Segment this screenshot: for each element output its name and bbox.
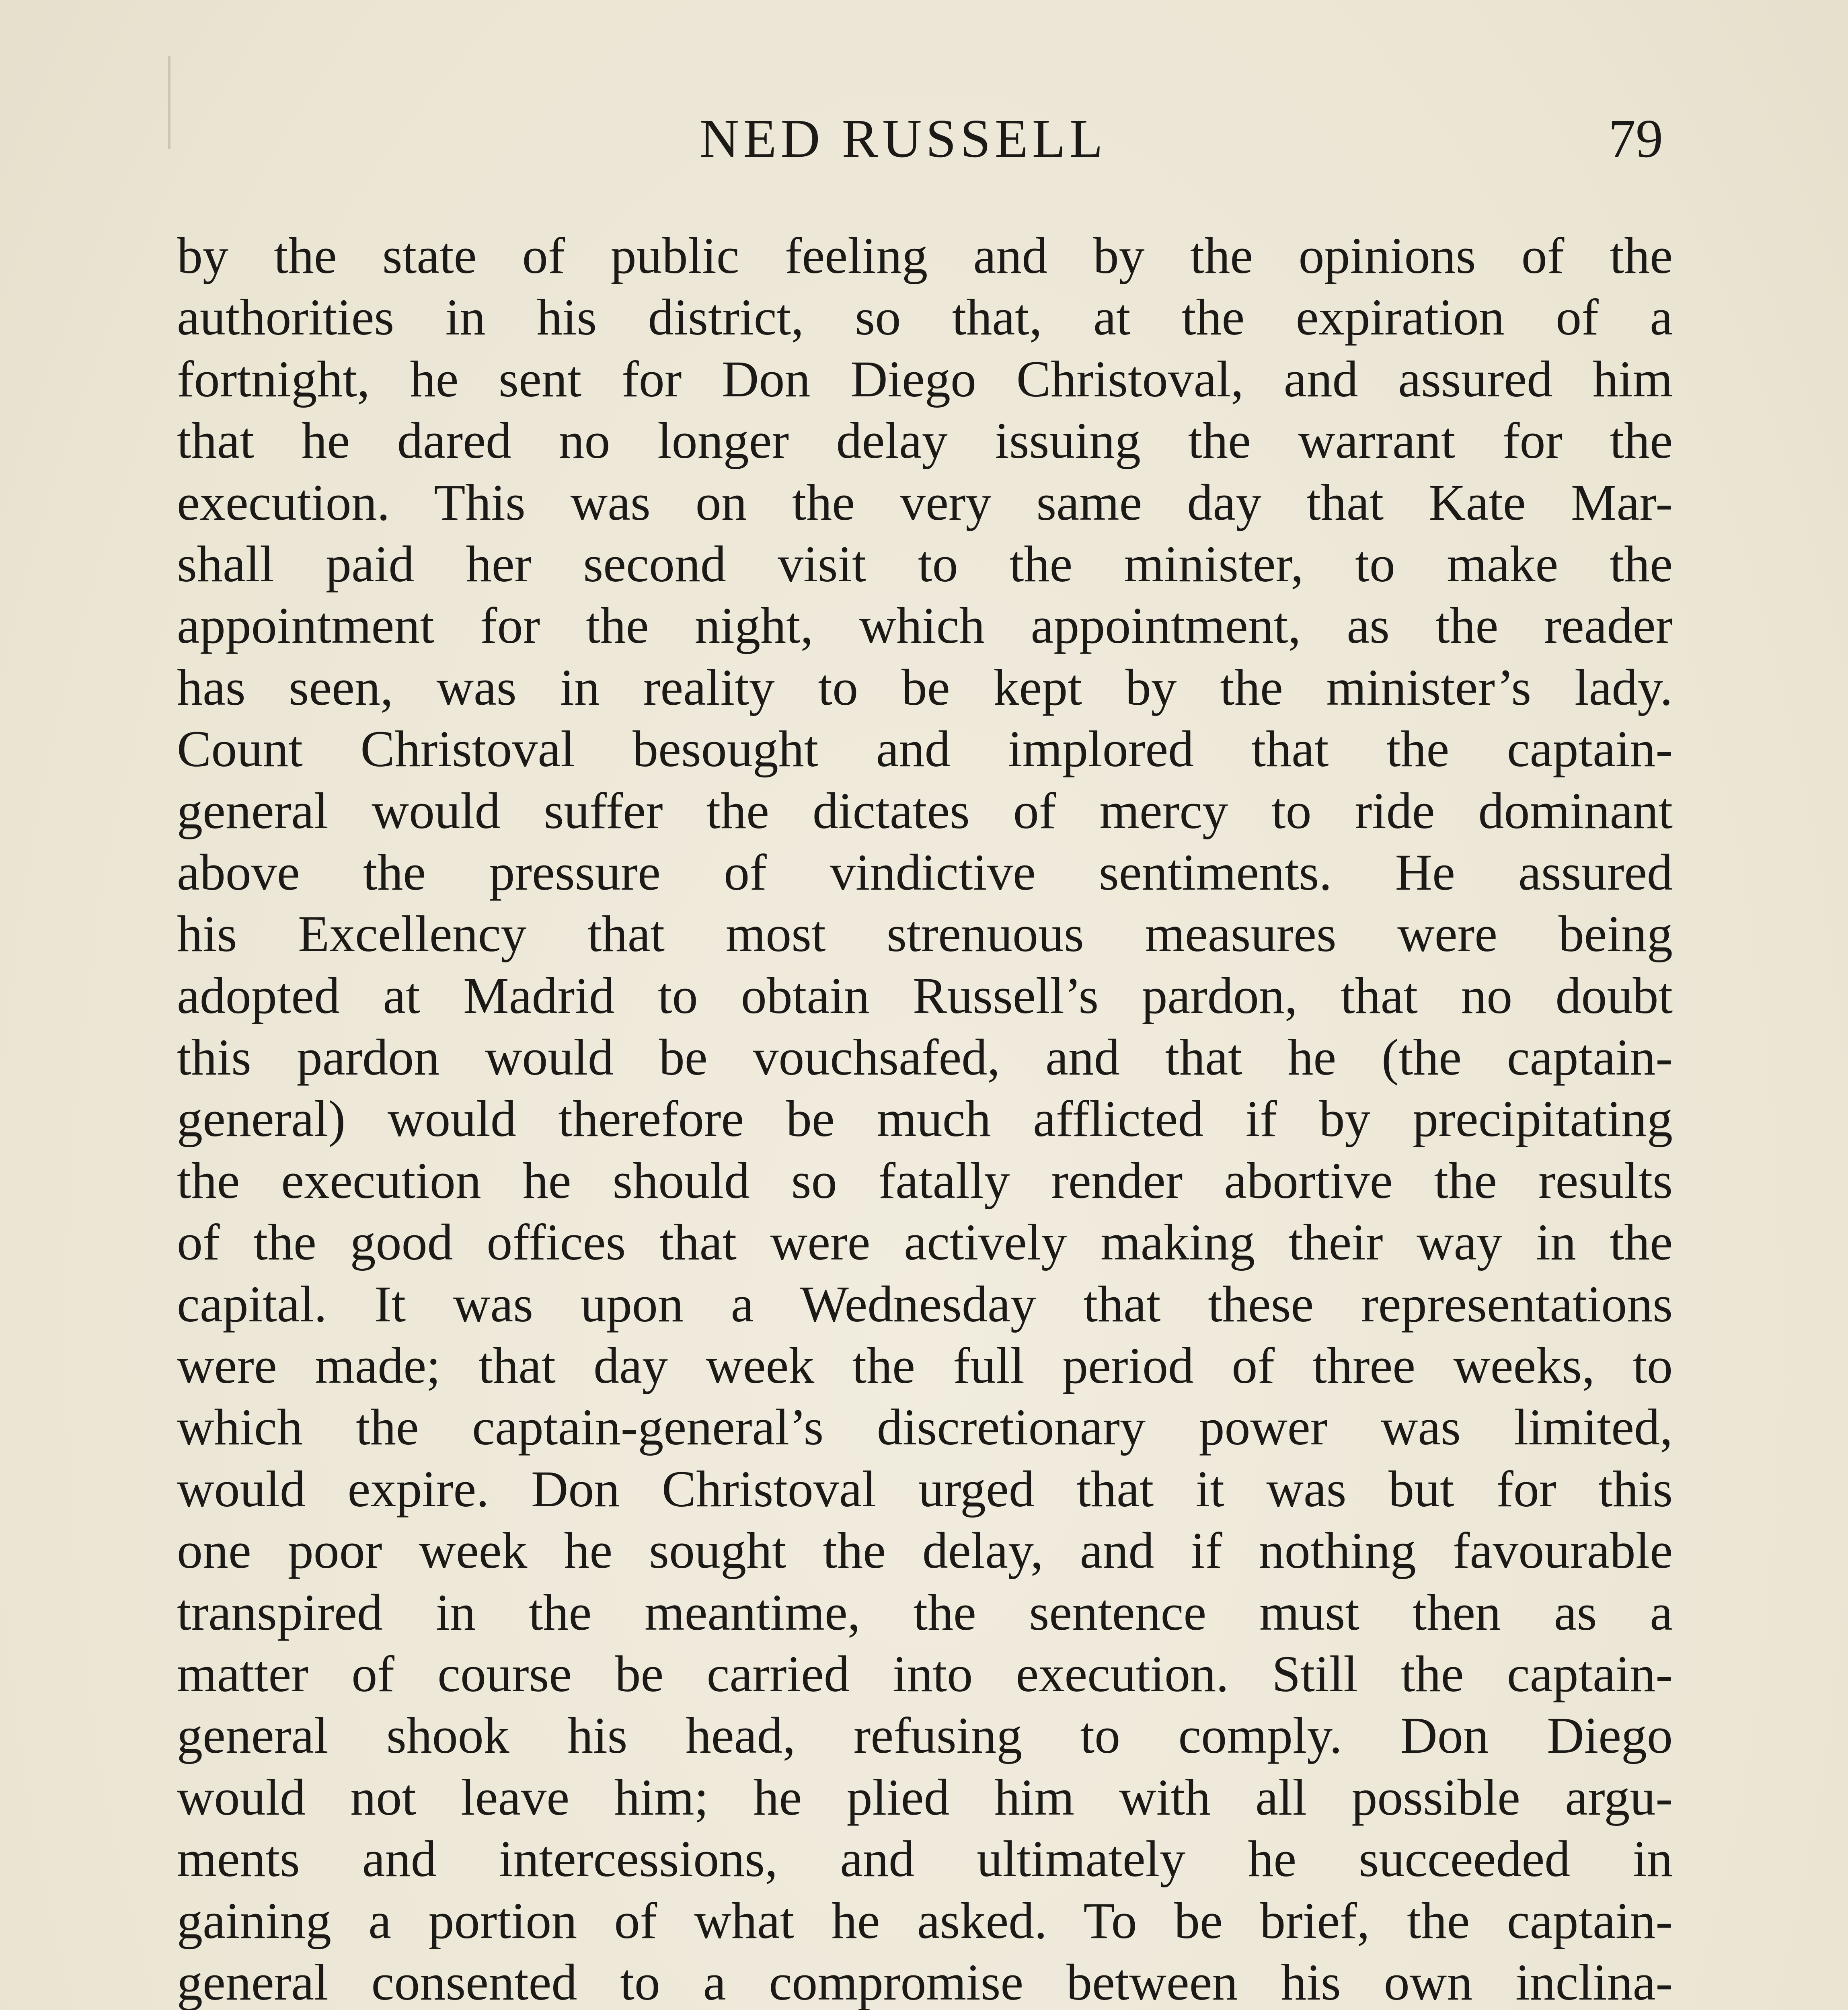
text-line: gaining a portion of what he asked. To be brief, the captain- [177, 1892, 1673, 1949]
text-line: general would suffer the dictates of mercy to ride dominant [177, 782, 1673, 839]
body-text [177, 225, 1673, 2010]
text-line: the execution he should so fatally render abortive the results [177, 1152, 1673, 1209]
text-line: authorities in his district, so that, at the expiration of a [177, 289, 1673, 346]
running-head [0, 109, 1848, 169]
text-line: this pardon would be vouchsafed, and that he (the captain- [177, 1029, 1673, 1086]
text-line: above the pressure of vindictive sentiments. He assured [177, 843, 1673, 901]
text-line: general shook his head, refusing to comply. Don Diego [177, 1707, 1673, 1764]
text-line: by the state of public feeling and by the opinions of the [177, 227, 1673, 284]
running-head-title: NED RUSSELL [700, 109, 1107, 169]
text-line: transpired in the meantime, the sentence must then as a [177, 1583, 1673, 1641]
text-line: fortnight, he sent for Don Diego Christoval, and assured him [177, 350, 1673, 408]
text-line: were made; that day week the full period of three weeks, to [177, 1337, 1673, 1395]
text-line: appointment for the night, which appointment, as the reader [177, 597, 1673, 654]
page-number: 79 [1608, 109, 1663, 169]
text-line: would not leave him; he plied him with all possible argu- [177, 1768, 1673, 1826]
text-line: which the captain-general’s discretionary power was limited, [177, 1399, 1673, 1456]
text-line: would expire. Don Christoval urged that it was but for this [177, 1460, 1673, 1518]
text-line: execution. This was on the very same day that Kate Mar- [177, 474, 1673, 531]
text-line: that he dared no longer delay issuing the warrant for the [177, 412, 1673, 470]
text-line: general) would therefore be much afflicted if by precipitating [177, 1090, 1673, 1148]
text-line: of the good offices that were actively making their way in the [177, 1214, 1673, 1271]
text-line: his Excellency that most strenuous measures were being [177, 905, 1673, 963]
text-line: general consented to a compromise between his own inclina- [177, 1953, 1673, 2010]
text-line: has seen, was in reality to be kept by the minister’s lady. [177, 658, 1673, 716]
text-line: shall paid her second visit to the minister, to make the [177, 535, 1673, 593]
text-line: Count Christoval besought and implored that the captain- [177, 720, 1673, 778]
text-line: matter of course be carried into execution. Still the captain- [177, 1645, 1673, 1702]
text-line: one poor week he sought the delay, and if nothing favourable [177, 1522, 1673, 1579]
text-line: ments and intercessions, and ultimately he succeeded in [177, 1830, 1673, 1888]
text-line: capital. It was upon a Wednesday that these representations [177, 1275, 1673, 1333]
text-line: adopted at Madrid to obtain Russell’s pardon, that no doubt [177, 967, 1673, 1024]
